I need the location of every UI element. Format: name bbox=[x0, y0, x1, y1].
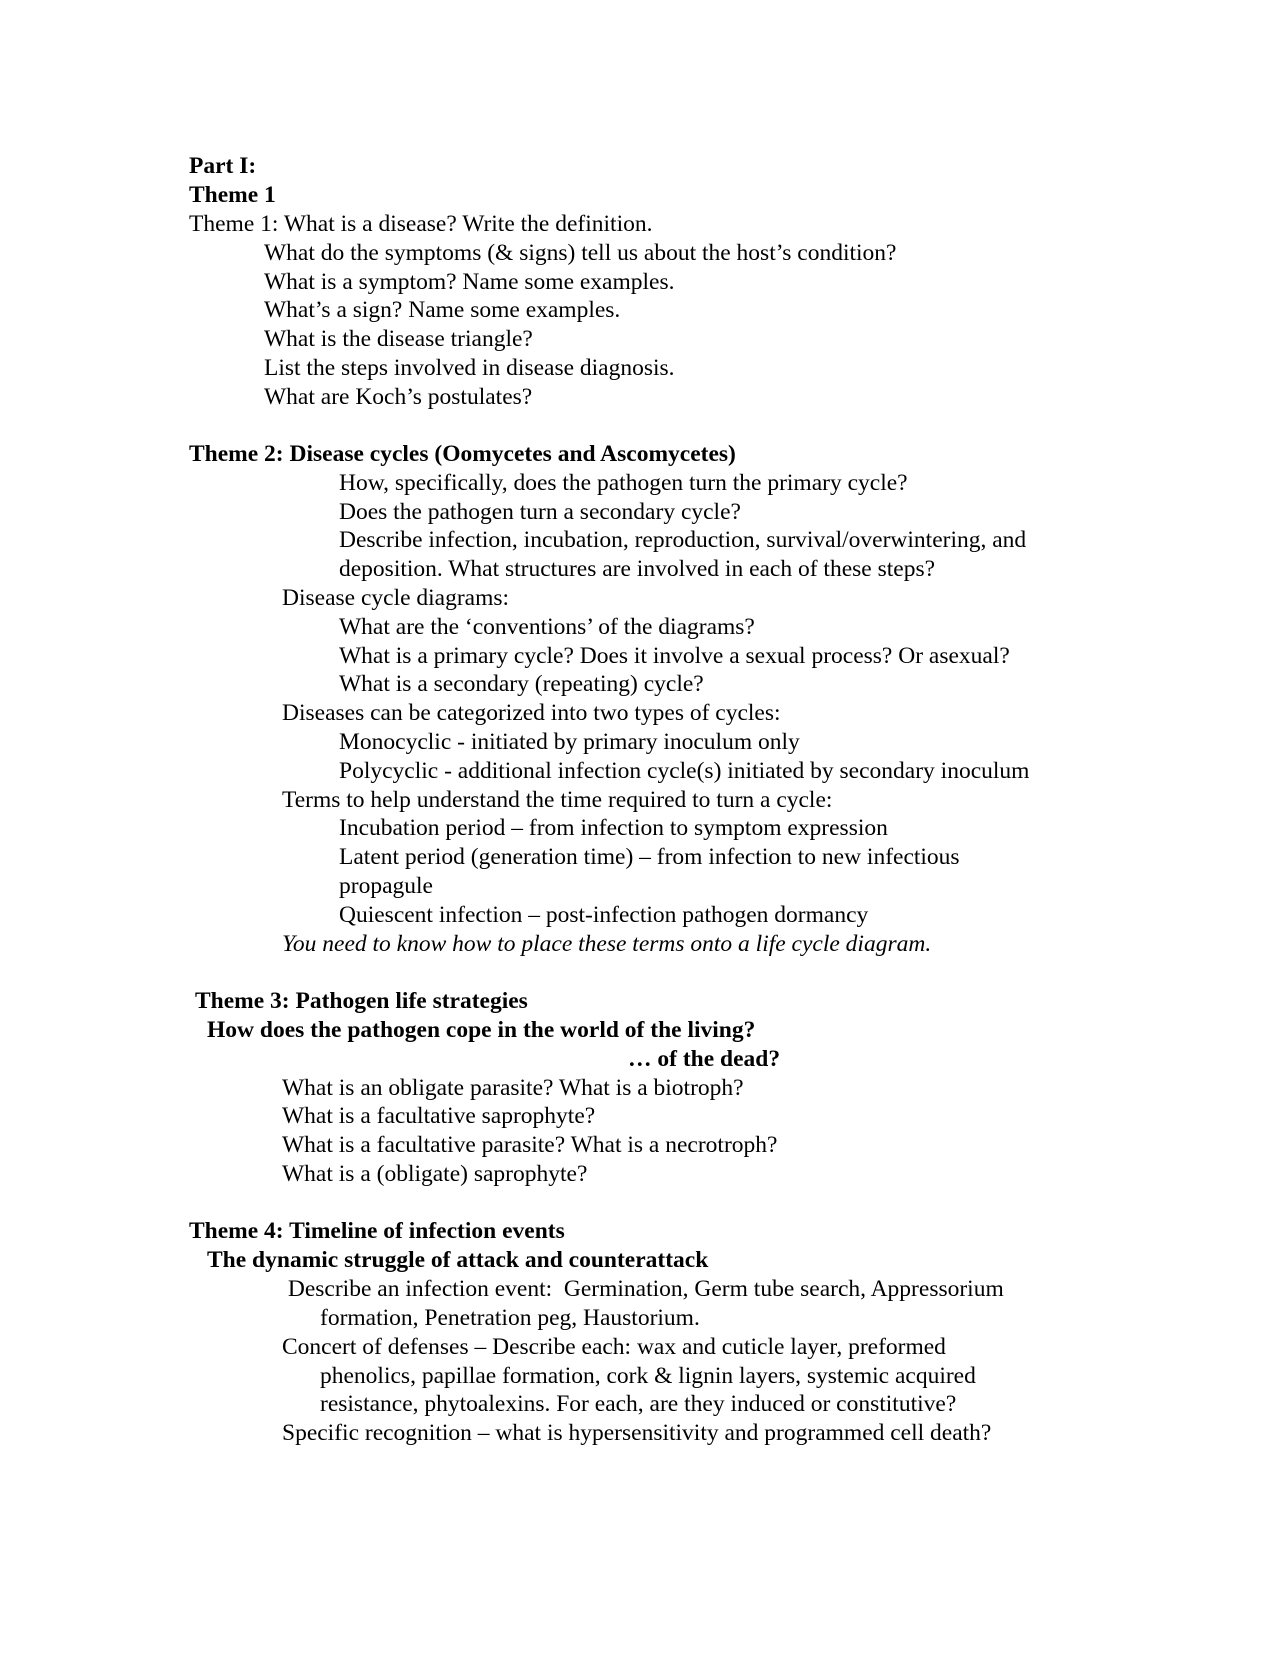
cycle-term: Quiescent infection – post-infection pathogen dormancy bbox=[339, 902, 869, 928]
diagrams-label: Disease cycle diagrams: bbox=[282, 585, 510, 611]
theme3-question: What is a facultative parasite? What is a necrotroph? bbox=[282, 1132, 778, 1158]
part-heading: Part I: bbox=[189, 153, 257, 179]
cycle-category: Monocyclic - initiated by primary inoculum only bbox=[339, 729, 800, 755]
theme1-question: What is the disease triangle? bbox=[264, 326, 533, 352]
cycle-term: Incubation period – from infection to symptom expression bbox=[339, 815, 888, 841]
theme1-question: What are Koch’s postulates? bbox=[264, 384, 533, 410]
theme4-item: Specific recognition – what is hypersensitivity and programmed cell death? bbox=[282, 1420, 992, 1446]
theme1-question: What is a symptom? Name some examples. bbox=[264, 269, 675, 295]
terms-label: Terms to help understand the time required to turn a cycle: bbox=[282, 787, 833, 813]
cycle-term: Latent period (generation time) – from infection to new infectious bbox=[339, 844, 960, 870]
theme4-item: Concert of defenses – Describe each: wax and cuticle layer, preformed bbox=[282, 1334, 946, 1360]
theme3-heading: Theme 3: Pathogen life strategies bbox=[195, 988, 528, 1014]
categories-label: Diseases can be categorized into two types of cycles: bbox=[282, 700, 781, 726]
theme3-question: What is a facultative saprophyte? bbox=[282, 1103, 596, 1129]
theme1-question: List the steps involved in disease diagnosis. bbox=[264, 355, 675, 381]
cycle-term: propagule bbox=[339, 873, 433, 899]
diagram-question: What is a secondary (repeating) cycle? bbox=[339, 671, 704, 697]
theme3-question: What is an obligate parasite? What is a biotroph? bbox=[282, 1075, 744, 1101]
theme4-item: phenolics, papillae formation, cork & lignin layers, systemic acquired bbox=[320, 1363, 976, 1389]
theme3-question: What is a (obligate) saprophyte? bbox=[282, 1161, 588, 1187]
theme2-question: Does the pathogen turn a secondary cycle? bbox=[339, 499, 741, 525]
theme1-question: What do the symptoms (& signs) tell us about the host’s condition? bbox=[264, 240, 897, 266]
theme2-heading: Theme 2: Disease cycles (Oomycetes and Ascomycetes) bbox=[189, 441, 736, 467]
diagram-question: What is a primary cycle? Does it involve a sexual process? Or asexual? bbox=[339, 643, 1010, 669]
theme4-item: resistance, phytoalexins. For each, are they induced or constitutive? bbox=[320, 1391, 957, 1417]
diagram-question: What are the ‘conventions’ of the diagrams? bbox=[339, 614, 755, 640]
theme4-item: Describe an infection event: Germination, Germ tube search, Appressorium bbox=[282, 1276, 1004, 1302]
theme3-subheading-continued: … of the dead? bbox=[628, 1046, 781, 1072]
theme2-question: Describe infection, incubation, reproduction, survival/overwintering, and bbox=[339, 527, 1027, 553]
theme1-subheading: Theme 1 bbox=[189, 182, 276, 208]
theme3-subheading: How does the pathogen cope in the world of the living? bbox=[207, 1017, 756, 1043]
theme2-note: You need to know how to place these terms onto a life cycle diagram. bbox=[282, 931, 932, 957]
theme2-question: How, specifically, does the pathogen turn the primary cycle? bbox=[339, 470, 908, 496]
theme2-question: deposition. What structures are involved in each of these steps? bbox=[339, 556, 936, 582]
theme4-item: formation, Penetration peg, Haustorium. bbox=[320, 1305, 700, 1331]
theme4-subheading: The dynamic struggle of attack and counterattack bbox=[207, 1247, 709, 1273]
theme4-heading: Theme 4: Timeline of infection events bbox=[189, 1218, 565, 1244]
theme1-intro: Theme 1: What is a disease? Write the definition. bbox=[189, 211, 653, 237]
cycle-category: Polycyclic - additional infection cycle(s) initiated by secondary inoculum bbox=[339, 758, 1030, 784]
theme1-question: What’s a sign? Name some examples. bbox=[264, 297, 621, 323]
